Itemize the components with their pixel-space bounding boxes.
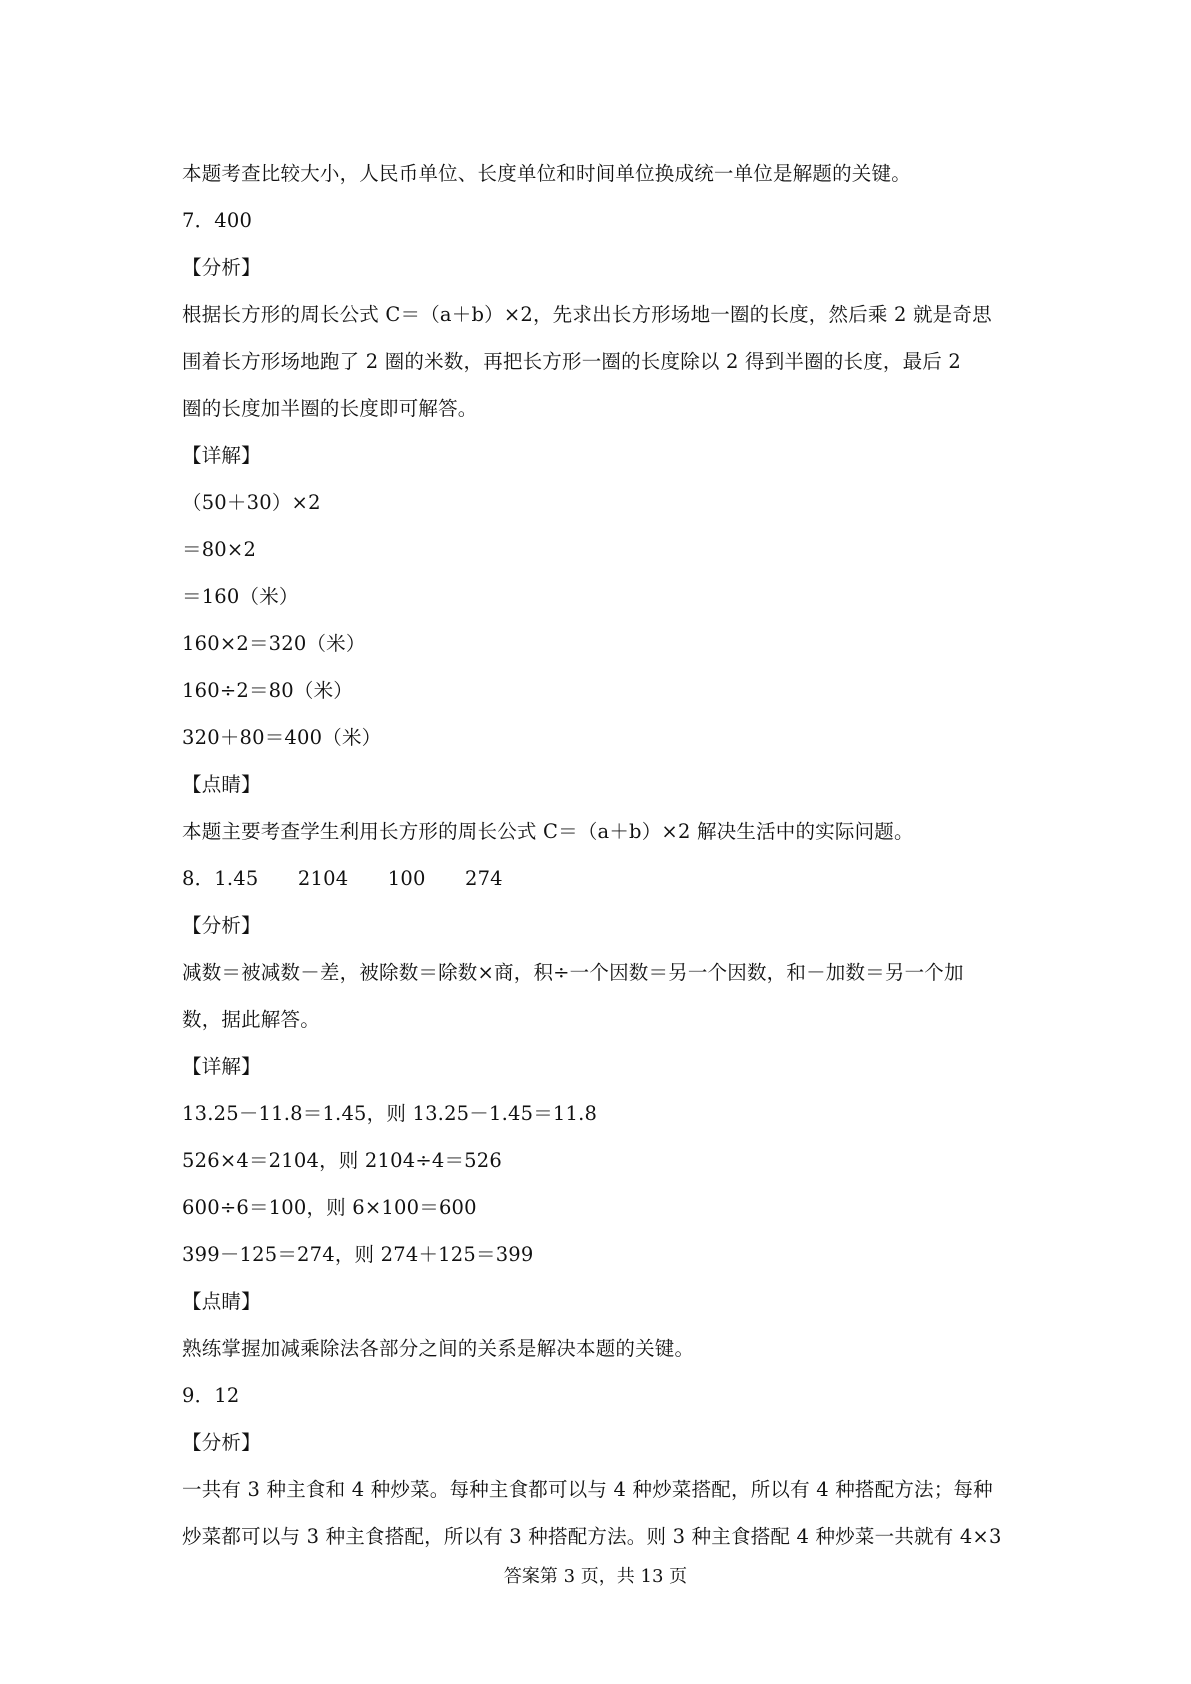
question-answer-7: 7．400 <box>182 209 253 232</box>
question-answer-9: 9．12 <box>182 1384 240 1407</box>
equation-line: 13.25－11.8＝1.45，则 13.25－1.45＝11.8 <box>182 1102 598 1125</box>
equation-line: （50＋30）×2 <box>182 491 321 514</box>
equation-line: 399－125＝274，则 274＋125＝399 <box>182 1243 534 1266</box>
text-line: 一共有 3 种主食和 4 种炒菜。每种主食都可以与 4 种炒菜搭配，所以有 4 种搭配方法；每种 <box>182 1478 993 1501</box>
section-heading-comment: 【点睛】 <box>182 773 261 796</box>
equation-line: 526×4＝2104，则 2104÷4＝526 <box>182 1149 502 1172</box>
text-line: 数，据此解答。 <box>182 1008 320 1031</box>
text-line: 本题考查比较大小，人民币单位、长度单位和时间单位换成统一单位是解题的关键。 <box>182 162 911 185</box>
text-line: 本题主要考查学生利用长方形的周长公式 C＝（a＋b）×2 解决生活中的实际问题。 <box>182 820 914 843</box>
text-line: 熟练掌握加减乘除法各部分之间的关系是解决本题的关键。 <box>182 1337 695 1360</box>
section-heading-detail: 【详解】 <box>182 1055 261 1078</box>
equation-line: 320＋80＝400（米） <box>182 726 382 749</box>
text-line: 减数＝被减数－差，被除数＝除数×商，积÷一个因数＝另一个因数，和－加数＝另一个加 <box>182 961 964 984</box>
equation-line: 160×2＝320（米） <box>182 632 366 655</box>
question-answer-8: 8．1.45 2104 100 274 <box>182 867 503 890</box>
equation-line: ＝80×2 <box>182 538 257 561</box>
text-line: 炒菜都可以与 3 种主食搭配，所以有 3 种搭配方法。则 3 种主食搭配 4 种炒菜一共就有 4×3 <box>182 1525 1002 1548</box>
page-body <box>182 150 1022 1560</box>
section-heading-analysis: 【分析】 <box>182 914 261 937</box>
section-heading-analysis: 【分析】 <box>182 1431 261 1454</box>
text-line: 围着长方形场地跑了 2 圈的米数，再把长方形一圈的长度除以 2 得到半圈的长度，最后 2 <box>182 350 962 373</box>
equation-line: 600÷6＝100，则 6×100＝600 <box>182 1196 477 1219</box>
section-heading-comment: 【点睛】 <box>182 1290 261 1313</box>
section-heading-detail: 【详解】 <box>182 444 261 467</box>
equation-line: 160÷2＝80（米） <box>182 679 353 702</box>
page-footer: 答案第 3 页，共 13 页 <box>503 1566 688 1587</box>
section-heading-analysis: 【分析】 <box>182 256 261 279</box>
text-line: 根据长方形的周长公式 C＝（a＋b）×2，先求出长方形场地一圈的长度，然后乘 2 就是奇思 <box>182 303 992 326</box>
text-line: 圈的长度加半圈的长度即可解答。 <box>182 397 478 420</box>
equation-line: ＝160（米） <box>182 585 299 608</box>
